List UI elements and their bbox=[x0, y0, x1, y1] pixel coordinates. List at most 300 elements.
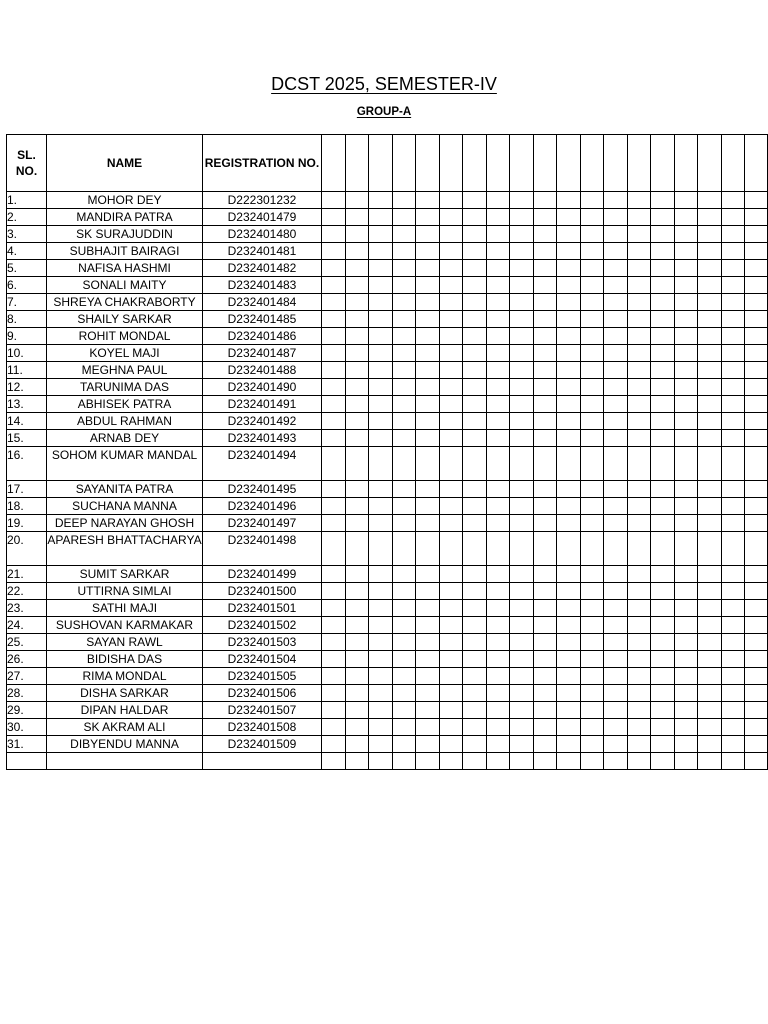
mark-cell[interactable] bbox=[698, 498, 722, 515]
mark-cell[interactable] bbox=[745, 277, 768, 294]
mark-cell[interactable] bbox=[698, 481, 722, 498]
mark-cell[interactable] bbox=[533, 430, 557, 447]
mark-cell[interactable] bbox=[345, 753, 369, 770]
mark-cell[interactable] bbox=[533, 396, 557, 413]
mark-cell[interactable] bbox=[416, 702, 440, 719]
mark-cell[interactable] bbox=[392, 753, 416, 770]
mark-cell[interactable] bbox=[604, 668, 628, 685]
mark-cell[interactable] bbox=[345, 719, 369, 736]
mark-cell[interactable] bbox=[345, 634, 369, 651]
mark-cell[interactable] bbox=[322, 260, 346, 277]
mark-cell[interactable] bbox=[392, 209, 416, 226]
mark-cell[interactable] bbox=[322, 447, 346, 481]
mark-cell[interactable] bbox=[510, 260, 534, 277]
mark-cell[interactable] bbox=[533, 260, 557, 277]
mark-cell[interactable] bbox=[439, 379, 463, 396]
mark-cell[interactable] bbox=[651, 600, 675, 617]
mark-cell[interactable] bbox=[651, 651, 675, 668]
mark-cell[interactable] bbox=[345, 447, 369, 481]
mark-cell[interactable] bbox=[486, 634, 510, 651]
mark-cell[interactable] bbox=[345, 566, 369, 583]
mark-cell[interactable] bbox=[510, 226, 534, 243]
mark-cell[interactable] bbox=[627, 668, 651, 685]
mark-cell[interactable] bbox=[580, 243, 604, 260]
mark-cell[interactable] bbox=[345, 209, 369, 226]
mark-cell[interactable] bbox=[510, 277, 534, 294]
mark-cell[interactable] bbox=[557, 447, 581, 481]
mark-cell[interactable] bbox=[721, 532, 745, 566]
mark-cell[interactable] bbox=[345, 685, 369, 702]
mark-cell[interactable] bbox=[486, 515, 510, 532]
mark-cell[interactable] bbox=[580, 481, 604, 498]
mark-cell[interactable] bbox=[627, 243, 651, 260]
mark-cell[interactable] bbox=[392, 311, 416, 328]
mark-cell[interactable] bbox=[510, 532, 534, 566]
mark-cell[interactable] bbox=[745, 345, 768, 362]
mark-cell[interactable] bbox=[627, 345, 651, 362]
mark-cell[interactable] bbox=[698, 396, 722, 413]
mark-cell[interactable] bbox=[486, 668, 510, 685]
mark-cell[interactable] bbox=[510, 294, 534, 311]
mark-cell[interactable] bbox=[533, 702, 557, 719]
mark-cell[interactable] bbox=[439, 481, 463, 498]
mark-cell[interactable] bbox=[651, 430, 675, 447]
mark-cell[interactable] bbox=[322, 226, 346, 243]
mark-cell[interactable] bbox=[416, 515, 440, 532]
mark-cell[interactable] bbox=[392, 702, 416, 719]
mark-cell[interactable] bbox=[580, 447, 604, 481]
mark-cell[interactable] bbox=[345, 243, 369, 260]
mark-cell[interactable] bbox=[486, 583, 510, 600]
mark-cell[interactable] bbox=[345, 226, 369, 243]
mark-cell[interactable] bbox=[557, 736, 581, 753]
mark-cell[interactable] bbox=[627, 413, 651, 430]
mark-cell[interactable] bbox=[416, 583, 440, 600]
mark-cell[interactable] bbox=[345, 413, 369, 430]
mark-cell[interactable] bbox=[627, 294, 651, 311]
mark-cell[interactable] bbox=[580, 192, 604, 209]
mark-cell[interactable] bbox=[486, 430, 510, 447]
mark-cell[interactable] bbox=[698, 226, 722, 243]
mark-cell[interactable] bbox=[439, 583, 463, 600]
mark-cell[interactable] bbox=[674, 702, 698, 719]
mark-cell[interactable] bbox=[486, 243, 510, 260]
mark-cell[interactable] bbox=[698, 702, 722, 719]
mark-cell[interactable] bbox=[369, 583, 393, 600]
mark-cell[interactable] bbox=[416, 447, 440, 481]
mark-cell[interactable] bbox=[322, 566, 346, 583]
mark-cell[interactable] bbox=[698, 362, 722, 379]
mark-cell[interactable] bbox=[651, 243, 675, 260]
mark-cell[interactable] bbox=[392, 243, 416, 260]
mark-cell[interactable] bbox=[369, 277, 393, 294]
mark-cell[interactable] bbox=[580, 277, 604, 294]
mark-cell[interactable] bbox=[533, 243, 557, 260]
mark-cell[interactable] bbox=[557, 600, 581, 617]
mark-cell[interactable] bbox=[721, 515, 745, 532]
mark-cell[interactable] bbox=[486, 345, 510, 362]
mark-cell[interactable] bbox=[533, 345, 557, 362]
mark-cell[interactable] bbox=[557, 753, 581, 770]
mark-cell[interactable] bbox=[698, 600, 722, 617]
mark-cell[interactable] bbox=[369, 532, 393, 566]
mark-cell[interactable] bbox=[721, 447, 745, 481]
mark-cell[interactable] bbox=[674, 430, 698, 447]
mark-cell[interactable] bbox=[627, 583, 651, 600]
mark-cell[interactable] bbox=[510, 651, 534, 668]
mark-cell[interactable] bbox=[674, 277, 698, 294]
mark-cell[interactable] bbox=[322, 396, 346, 413]
mark-cell[interactable] bbox=[721, 753, 745, 770]
mark-cell[interactable] bbox=[345, 379, 369, 396]
mark-cell[interactable] bbox=[486, 413, 510, 430]
mark-cell[interactable] bbox=[745, 583, 768, 600]
mark-cell[interactable] bbox=[557, 651, 581, 668]
mark-cell[interactable] bbox=[745, 226, 768, 243]
mark-cell[interactable] bbox=[345, 617, 369, 634]
mark-cell[interactable] bbox=[369, 260, 393, 277]
mark-cell[interactable] bbox=[369, 209, 393, 226]
mark-cell[interactable] bbox=[698, 328, 722, 345]
mark-cell[interactable] bbox=[721, 481, 745, 498]
mark-cell[interactable] bbox=[604, 481, 628, 498]
mark-cell[interactable] bbox=[486, 566, 510, 583]
mark-cell[interactable] bbox=[369, 430, 393, 447]
mark-cell[interactable] bbox=[322, 294, 346, 311]
mark-cell[interactable] bbox=[369, 413, 393, 430]
mark-cell[interactable] bbox=[745, 481, 768, 498]
mark-cell[interactable] bbox=[345, 294, 369, 311]
mark-cell[interactable] bbox=[557, 634, 581, 651]
mark-cell[interactable] bbox=[416, 396, 440, 413]
mark-cell[interactable] bbox=[674, 243, 698, 260]
mark-cell[interactable] bbox=[721, 226, 745, 243]
mark-cell[interactable] bbox=[369, 192, 393, 209]
mark-cell[interactable] bbox=[439, 566, 463, 583]
mark-cell[interactable] bbox=[580, 209, 604, 226]
empty-cell[interactable] bbox=[7, 753, 47, 770]
mark-cell[interactable] bbox=[533, 719, 557, 736]
mark-cell[interactable] bbox=[463, 192, 487, 209]
mark-cell[interactable] bbox=[322, 498, 346, 515]
mark-cell[interactable] bbox=[604, 634, 628, 651]
mark-cell[interactable] bbox=[745, 260, 768, 277]
mark-cell[interactable] bbox=[604, 277, 628, 294]
mark-cell[interactable] bbox=[369, 702, 393, 719]
mark-cell[interactable] bbox=[698, 294, 722, 311]
mark-cell[interactable] bbox=[345, 736, 369, 753]
mark-cell[interactable] bbox=[745, 209, 768, 226]
mark-cell[interactable] bbox=[533, 481, 557, 498]
mark-cell[interactable] bbox=[580, 515, 604, 532]
mark-cell[interactable] bbox=[580, 294, 604, 311]
mark-cell[interactable] bbox=[392, 617, 416, 634]
mark-cell[interactable] bbox=[369, 736, 393, 753]
mark-cell[interactable] bbox=[651, 294, 675, 311]
mark-cell[interactable] bbox=[557, 345, 581, 362]
mark-cell[interactable] bbox=[486, 532, 510, 566]
mark-cell[interactable] bbox=[604, 311, 628, 328]
mark-cell[interactable] bbox=[651, 481, 675, 498]
mark-cell[interactable] bbox=[392, 498, 416, 515]
mark-cell[interactable] bbox=[392, 328, 416, 345]
mark-cell[interactable] bbox=[745, 651, 768, 668]
mark-cell[interactable] bbox=[604, 617, 628, 634]
mark-cell[interactable] bbox=[674, 226, 698, 243]
mark-cell[interactable] bbox=[510, 600, 534, 617]
mark-cell[interactable] bbox=[745, 192, 768, 209]
mark-cell[interactable] bbox=[439, 685, 463, 702]
mark-cell[interactable] bbox=[439, 260, 463, 277]
mark-cell[interactable] bbox=[557, 668, 581, 685]
mark-cell[interactable] bbox=[510, 481, 534, 498]
mark-cell[interactable] bbox=[533, 651, 557, 668]
mark-cell[interactable] bbox=[486, 685, 510, 702]
mark-cell[interactable] bbox=[369, 362, 393, 379]
mark-cell[interactable] bbox=[745, 617, 768, 634]
mark-cell[interactable] bbox=[439, 498, 463, 515]
mark-cell[interactable] bbox=[674, 396, 698, 413]
mark-cell[interactable] bbox=[345, 583, 369, 600]
mark-cell[interactable] bbox=[322, 651, 346, 668]
mark-cell[interactable] bbox=[439, 617, 463, 634]
mark-cell[interactable] bbox=[698, 719, 722, 736]
mark-cell[interactable] bbox=[674, 634, 698, 651]
mark-cell[interactable] bbox=[580, 583, 604, 600]
mark-cell[interactable] bbox=[322, 345, 346, 362]
mark-cell[interactable] bbox=[721, 668, 745, 685]
mark-cell[interactable] bbox=[439, 345, 463, 362]
mark-cell[interactable] bbox=[651, 566, 675, 583]
mark-cell[interactable] bbox=[486, 311, 510, 328]
mark-cell[interactable] bbox=[604, 362, 628, 379]
mark-cell[interactable] bbox=[604, 447, 628, 481]
mark-cell[interactable] bbox=[721, 277, 745, 294]
mark-cell[interactable] bbox=[463, 243, 487, 260]
mark-cell[interactable] bbox=[510, 345, 534, 362]
mark-cell[interactable] bbox=[486, 192, 510, 209]
mark-cell[interactable] bbox=[557, 226, 581, 243]
mark-cell[interactable] bbox=[651, 260, 675, 277]
mark-cell[interactable] bbox=[369, 668, 393, 685]
mark-cell[interactable] bbox=[369, 634, 393, 651]
mark-cell[interactable] bbox=[345, 702, 369, 719]
mark-cell[interactable] bbox=[439, 328, 463, 345]
mark-cell[interactable] bbox=[486, 226, 510, 243]
mark-cell[interactable] bbox=[580, 566, 604, 583]
mark-cell[interactable] bbox=[580, 736, 604, 753]
mark-cell[interactable] bbox=[416, 736, 440, 753]
mark-cell[interactable] bbox=[674, 515, 698, 532]
mark-cell[interactable] bbox=[721, 413, 745, 430]
mark-cell[interactable] bbox=[604, 430, 628, 447]
mark-cell[interactable] bbox=[698, 209, 722, 226]
mark-cell[interactable] bbox=[674, 566, 698, 583]
mark-cell[interactable] bbox=[392, 294, 416, 311]
mark-cell[interactable] bbox=[392, 634, 416, 651]
mark-cell[interactable] bbox=[533, 328, 557, 345]
mark-cell[interactable] bbox=[580, 753, 604, 770]
mark-cell[interactable] bbox=[745, 447, 768, 481]
mark-cell[interactable] bbox=[416, 345, 440, 362]
mark-cell[interactable] bbox=[533, 362, 557, 379]
mark-cell[interactable] bbox=[439, 311, 463, 328]
mark-cell[interactable] bbox=[721, 702, 745, 719]
mark-cell[interactable] bbox=[510, 498, 534, 515]
mark-cell[interactable] bbox=[463, 328, 487, 345]
mark-cell[interactable] bbox=[369, 515, 393, 532]
mark-cell[interactable] bbox=[322, 379, 346, 396]
mark-cell[interactable] bbox=[392, 430, 416, 447]
mark-cell[interactable] bbox=[580, 430, 604, 447]
mark-cell[interactable] bbox=[369, 566, 393, 583]
mark-cell[interactable] bbox=[439, 396, 463, 413]
mark-cell[interactable] bbox=[721, 243, 745, 260]
empty-cell[interactable] bbox=[47, 753, 203, 770]
mark-cell[interactable] bbox=[369, 481, 393, 498]
mark-cell[interactable] bbox=[439, 192, 463, 209]
mark-cell[interactable] bbox=[745, 515, 768, 532]
mark-cell[interactable] bbox=[651, 413, 675, 430]
mark-cell[interactable] bbox=[721, 396, 745, 413]
mark-cell[interactable] bbox=[533, 600, 557, 617]
mark-cell[interactable] bbox=[674, 209, 698, 226]
mark-cell[interactable] bbox=[604, 345, 628, 362]
mark-cell[interactable] bbox=[345, 396, 369, 413]
mark-cell[interactable] bbox=[651, 719, 675, 736]
mark-cell[interactable] bbox=[674, 447, 698, 481]
mark-cell[interactable] bbox=[674, 379, 698, 396]
mark-cell[interactable] bbox=[416, 260, 440, 277]
mark-cell[interactable] bbox=[721, 260, 745, 277]
mark-cell[interactable] bbox=[651, 753, 675, 770]
mark-cell[interactable] bbox=[463, 668, 487, 685]
mark-cell[interactable] bbox=[486, 753, 510, 770]
mark-cell[interactable] bbox=[486, 260, 510, 277]
mark-cell[interactable] bbox=[533, 515, 557, 532]
mark-cell[interactable] bbox=[674, 583, 698, 600]
mark-cell[interactable] bbox=[604, 753, 628, 770]
mark-cell[interactable] bbox=[463, 430, 487, 447]
mark-cell[interactable] bbox=[439, 702, 463, 719]
mark-cell[interactable] bbox=[463, 583, 487, 600]
mark-cell[interactable] bbox=[721, 498, 745, 515]
mark-cell[interactable] bbox=[369, 719, 393, 736]
mark-cell[interactable] bbox=[533, 736, 557, 753]
mark-cell[interactable] bbox=[698, 753, 722, 770]
mark-cell[interactable] bbox=[486, 362, 510, 379]
mark-cell[interactable] bbox=[510, 753, 534, 770]
mark-cell[interactable] bbox=[533, 634, 557, 651]
mark-cell[interactable] bbox=[392, 192, 416, 209]
mark-cell[interactable] bbox=[322, 481, 346, 498]
mark-cell[interactable] bbox=[651, 634, 675, 651]
mark-cell[interactable] bbox=[533, 277, 557, 294]
mark-cell[interactable] bbox=[322, 532, 346, 566]
mark-cell[interactable] bbox=[627, 617, 651, 634]
mark-cell[interactable] bbox=[463, 294, 487, 311]
mark-cell[interactable] bbox=[510, 430, 534, 447]
mark-cell[interactable] bbox=[463, 481, 487, 498]
mark-cell[interactable] bbox=[463, 498, 487, 515]
mark-cell[interactable] bbox=[463, 719, 487, 736]
mark-cell[interactable] bbox=[627, 192, 651, 209]
mark-cell[interactable] bbox=[721, 600, 745, 617]
mark-cell[interactable] bbox=[392, 277, 416, 294]
mark-cell[interactable] bbox=[439, 634, 463, 651]
mark-cell[interactable] bbox=[745, 498, 768, 515]
mark-cell[interactable] bbox=[439, 668, 463, 685]
mark-cell[interactable] bbox=[439, 651, 463, 668]
mark-cell[interactable] bbox=[416, 685, 440, 702]
mark-cell[interactable] bbox=[557, 277, 581, 294]
mark-cell[interactable] bbox=[698, 736, 722, 753]
mark-cell[interactable] bbox=[651, 226, 675, 243]
mark-cell[interactable] bbox=[439, 719, 463, 736]
mark-cell[interactable] bbox=[698, 651, 722, 668]
mark-cell[interactable] bbox=[651, 396, 675, 413]
mark-cell[interactable] bbox=[510, 685, 534, 702]
mark-cell[interactable] bbox=[674, 736, 698, 753]
mark-cell[interactable] bbox=[533, 583, 557, 600]
mark-cell[interactable] bbox=[580, 413, 604, 430]
mark-cell[interactable] bbox=[416, 192, 440, 209]
mark-cell[interactable] bbox=[745, 532, 768, 566]
mark-cell[interactable] bbox=[698, 566, 722, 583]
mark-cell[interactable] bbox=[580, 600, 604, 617]
mark-cell[interactable] bbox=[416, 243, 440, 260]
mark-cell[interactable] bbox=[627, 515, 651, 532]
mark-cell[interactable] bbox=[416, 379, 440, 396]
mark-cell[interactable] bbox=[721, 651, 745, 668]
mark-cell[interactable] bbox=[486, 294, 510, 311]
mark-cell[interactable] bbox=[698, 515, 722, 532]
mark-cell[interactable] bbox=[416, 566, 440, 583]
mark-cell[interactable] bbox=[322, 209, 346, 226]
mark-cell[interactable] bbox=[698, 379, 722, 396]
mark-cell[interactable] bbox=[416, 617, 440, 634]
mark-cell[interactable] bbox=[322, 362, 346, 379]
mark-cell[interactable] bbox=[392, 736, 416, 753]
mark-cell[interactable] bbox=[322, 617, 346, 634]
mark-cell[interactable] bbox=[557, 719, 581, 736]
mark-cell[interactable] bbox=[674, 498, 698, 515]
mark-cell[interactable] bbox=[533, 192, 557, 209]
mark-cell[interactable] bbox=[345, 481, 369, 498]
mark-cell[interactable] bbox=[627, 362, 651, 379]
mark-cell[interactable] bbox=[651, 345, 675, 362]
mark-cell[interactable] bbox=[698, 311, 722, 328]
mark-cell[interactable] bbox=[486, 481, 510, 498]
mark-cell[interactable] bbox=[745, 753, 768, 770]
mark-cell[interactable] bbox=[510, 362, 534, 379]
mark-cell[interactable] bbox=[416, 311, 440, 328]
mark-cell[interactable] bbox=[416, 362, 440, 379]
mark-cell[interactable] bbox=[557, 311, 581, 328]
mark-cell[interactable] bbox=[322, 685, 346, 702]
mark-cell[interactable] bbox=[533, 753, 557, 770]
mark-cell[interactable] bbox=[651, 277, 675, 294]
mark-cell[interactable] bbox=[674, 685, 698, 702]
mark-cell[interactable] bbox=[533, 447, 557, 481]
mark-cell[interactable] bbox=[510, 719, 534, 736]
mark-cell[interactable] bbox=[322, 634, 346, 651]
mark-cell[interactable] bbox=[322, 600, 346, 617]
mark-cell[interactable] bbox=[392, 719, 416, 736]
mark-cell[interactable] bbox=[369, 617, 393, 634]
mark-cell[interactable] bbox=[416, 328, 440, 345]
mark-cell[interactable] bbox=[745, 413, 768, 430]
